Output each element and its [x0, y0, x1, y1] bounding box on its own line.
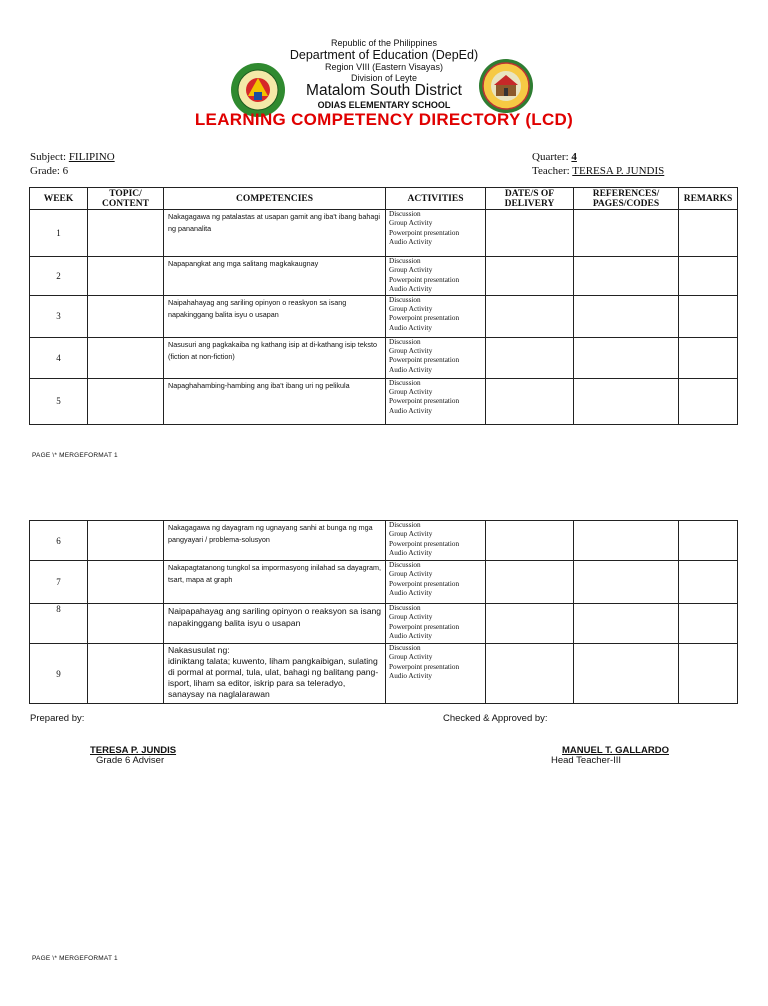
week-cell: 2 [30, 257, 88, 296]
date-cell [486, 521, 574, 561]
week-cell: 6 [30, 521, 88, 561]
table-row [30, 257, 738, 296]
remarks-cell [679, 521, 738, 561]
table-row [30, 378, 738, 424]
date-cell [486, 210, 574, 257]
department-line: Department of Education (DepEd) [289, 48, 479, 62]
preparer-role: Grade 6 Adviser [96, 755, 165, 766]
header-dates: DATE/S OF DELIVERY [486, 188, 574, 210]
activities-cell: Discussion Group Activity Powerpoint presentation Audio Activity [386, 210, 486, 257]
lcd-table-page2 [29, 520, 738, 704]
week-cell: 7 [30, 561, 88, 604]
approver-role: Head Teacher-III [551, 755, 622, 766]
week-cell: 3 [30, 295, 88, 337]
page-field-2: PAGE \* MERGEFORMAT 1 [32, 955, 118, 962]
week-cell: 1 [30, 210, 88, 257]
week-cell: 5 [30, 378, 88, 424]
table-row [30, 521, 738, 561]
date-cell [486, 257, 574, 296]
remarks-cell [679, 210, 738, 257]
remarks-cell [679, 295, 738, 337]
table-row [30, 337, 738, 378]
table-row [30, 644, 738, 704]
competency-cell: Naipahahayag ang sariling opinyon o reaskyon sa isang napakinggang balita isyu o usapan [164, 295, 386, 337]
teacher-value: TERESA P. JUNDIS [572, 165, 665, 177]
topic-cell [88, 210, 164, 257]
division-line: Division of Leyte [350, 73, 418, 83]
topic-cell [88, 257, 164, 296]
subject-value: FILIPINO [68, 151, 115, 163]
preparer-name: TERESA P. JUNDIS [90, 745, 177, 756]
approved-by-label: Checked & Approved by: [443, 713, 548, 724]
page-field-1: PAGE \* MERGEFORMAT 1 [32, 452, 118, 459]
header-references: REFERENCES/ PAGES/CODES [574, 188, 679, 210]
region-line: Region VIII (Eastern Visayas) [325, 62, 443, 72]
date-cell [486, 604, 574, 644]
competency-cell: Nakasusulat ng: idiniktang talata; kuwento, liham pangkaibigan, sulating di pormal at pormal, tula, ulat, bahagi ng balitang pang-isport, liham sa editor, iskrip para sa teleradyo, sanaysay na naglalarawan [164, 644, 386, 704]
teacher-line: Teacher: TERESA P. JUNDIS [532, 165, 665, 177]
references-cell [574, 604, 679, 644]
competency-cell: Nakapagtatanong tungkol sa impormasyong inilahad sa dayagram, tsart, mapa at graph [164, 561, 386, 604]
date-cell [486, 295, 574, 337]
republic-line: Republic of the Philippines [330, 38, 438, 48]
activities-cell: Discussion Group Activity Powerpoint presentation Audio Activity [386, 257, 486, 296]
topic-cell [88, 295, 164, 337]
quarter-line: Quarter: 4 [532, 151, 577, 163]
remarks-cell [679, 257, 738, 296]
references-cell [574, 644, 679, 704]
topic-cell [88, 337, 164, 378]
school-name: ODIAS ELEMENTARY SCHOOL [317, 100, 451, 110]
topic-cell [88, 644, 164, 704]
remarks-cell [679, 337, 738, 378]
table-row [30, 561, 738, 604]
competency-cell: Nakagagawa ng patalastas at usapan gamit ang iba't ibang bahagi ng pananalita [164, 210, 386, 257]
remarks-cell [679, 561, 738, 604]
activities-cell: Discussion Group Activity Powerpoint presentation Audio Activity [386, 337, 486, 378]
subject-line: Subject: FILIPINO [30, 151, 115, 163]
references-cell [574, 295, 679, 337]
topic-cell [88, 604, 164, 644]
remarks-cell [679, 378, 738, 424]
table-row [30, 295, 738, 337]
references-cell [574, 257, 679, 296]
header-topic: TOPIC/ CONTENT [88, 188, 164, 210]
header-remarks: REMARKS [679, 188, 738, 210]
lcd-table-page1 [29, 187, 738, 425]
competency-cell: Nakagagawa ng dayagram ng ugnayang sanhi at bunga ng mga pangyayari / problema-solusyon [164, 521, 386, 561]
activities-cell: Discussion Group Activity Powerpoint presentation Audio Activity [386, 295, 486, 337]
remarks-cell [679, 644, 738, 704]
approver-name: MANUEL T. GALLARDO [562, 745, 669, 756]
activities-cell: Discussion Group Activity Powerpoint presentation Audio Activity [386, 378, 486, 424]
references-cell [574, 521, 679, 561]
week-cell: 8 [30, 604, 88, 644]
remarks-cell [679, 604, 738, 644]
activities-cell: Discussion Group Activity Powerpoint presentation Audio Activity [386, 561, 486, 604]
activities-cell: Discussion Group Activity Powerpoint presentation Audio Activity [386, 604, 486, 644]
week-cell: 4 [30, 337, 88, 378]
table-row [30, 210, 738, 257]
competency-cell: Napaghahambing-hambing ang iba't ibang uri ng pelikula [164, 378, 386, 424]
date-cell [486, 337, 574, 378]
topic-cell [88, 561, 164, 604]
topic-cell [88, 521, 164, 561]
references-cell [574, 378, 679, 424]
table-row [30, 604, 738, 644]
header-competencies: COMPETENCIES [164, 188, 386, 210]
activities-cell: Discussion Group Activity Powerpoint presentation Audio Activity [386, 521, 486, 561]
activities-cell: Discussion Group Activity Powerpoint presentation Audio Activity [386, 644, 486, 704]
header-activities: ACTIVITIES [386, 188, 486, 210]
grade-line: Grade: 6 [30, 165, 69, 177]
prepared-by-label: Prepared by: [30, 713, 85, 724]
date-cell [486, 378, 574, 424]
date-cell [486, 561, 574, 604]
header-week: WEEK [30, 188, 88, 210]
table-header-row [30, 188, 738, 210]
references-cell [574, 210, 679, 257]
document-title: LEARNING COMPETENCY DIRECTORY (LCD) [194, 110, 574, 129]
references-cell [574, 337, 679, 378]
date-cell [486, 644, 574, 704]
competency-cell: Napapangkat ang mga salitang magkakaugnay [164, 257, 386, 296]
topic-cell [88, 378, 164, 424]
week-cell: 9 [30, 644, 88, 704]
references-cell [574, 561, 679, 604]
competency-cell: Nasusuri ang pagkakaiba ng kathang isip at di-kathang isip teksto (fiction at non-fiction) [164, 337, 386, 378]
competency-cell: Naipapahayag ang sariling opinyon o reaksyon sa isang napakinggang balita isyu o usapan [164, 604, 386, 644]
district-line: Matalom South District [306, 82, 462, 99]
quarter-value: 4 [571, 151, 577, 163]
